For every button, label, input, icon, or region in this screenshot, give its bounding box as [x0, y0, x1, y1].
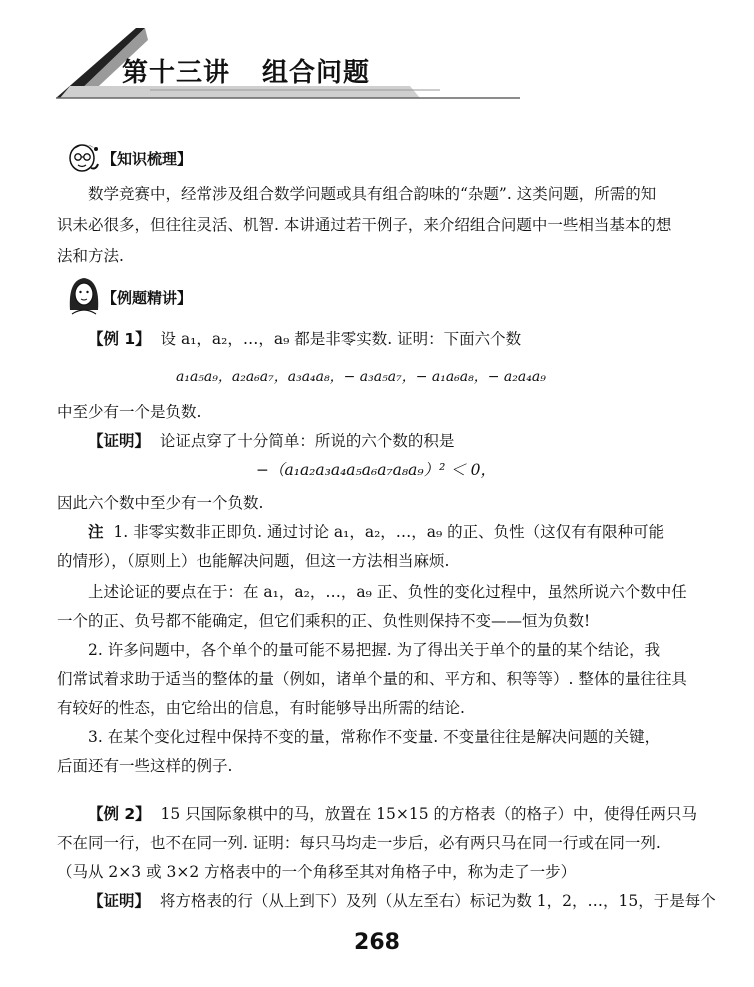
note-line: 们常试着求助于适当的整体的量（例如，诸单个量的和、平方和、积等等）. 整体的量往往具	[57, 670, 687, 688]
teacher-portrait-icon	[64, 272, 104, 320]
note-line: 的情形），（原则上）也能解决问题，但这一方法相当麻烦.	[57, 552, 450, 570]
example-2-statement	[88, 802, 697, 824]
example-1-numbers: a₁a₅a₉，a₂a₆a₇，a₃a₄a₈，− a₃a₅a₇，− a₁a₆a₈，− a₂a₄a₉	[176, 369, 546, 385]
example-2-line: （马从 2×3 或 3×2 方格表中的一个角移至其对角格子中，称为走了一步）	[57, 863, 577, 881]
note-line	[88, 520, 664, 542]
proof-label: 【证明】	[88, 432, 151, 450]
note-label: 注	[88, 523, 104, 541]
note-line: 上述论证的要点在于：在 a₁，a₂，…，a₉ 正、负性的变化过程中，虽然所说六个数中任	[88, 583, 687, 601]
example-1-statement	[88, 327, 521, 349]
example-2-label: 【例 2】	[88, 805, 151, 823]
example-2-line: 15 只国际象棋中的马，放置在 15×15 的方格表（的格子）中，使得任两只马	[160, 805, 697, 823]
example-2-line: 不在同一行，也不在同一列. 证明：每只马均走一步后，必有两只马在同一行或在同一列.	[57, 834, 661, 852]
example-1-proof-line	[88, 429, 454, 451]
thinking-person-icon	[64, 140, 104, 182]
proof-text: 将方格表的行（从上到下）及列（从左至右）标记为数 1，2，…，15，于是每个	[159, 892, 716, 910]
proof-text: 论证点穿了十分简单：所说的六个数的积是	[159, 432, 455, 450]
chapter-topic: 组合问题	[262, 58, 371, 88]
note-line: 3. 在某个变化过程中保持不变的量，常称作不变量. 不变量往往是解决问题的关键，	[88, 728, 661, 746]
chapter-title	[122, 52, 370, 89]
note-line: 有较好的性态，由它给出的信息，有时能够导出所需的结论.	[57, 699, 465, 717]
example-1-after: 因此六个数中至少有一个负数.	[57, 494, 264, 512]
knowledge-heading: 【知识梳理】	[102, 150, 193, 168]
knowledge-line: 识未必很多，但往往灵活、机智. 本讲通过若干例子，来介绍组合问题中一些相当基本的想	[57, 216, 672, 234]
note-text: 1. 非零实数非正即负. 通过讨论 a₁，a₂，…，a₉ 的正、负性（这仅有有限种可能	[113, 523, 665, 541]
example-2-proof-line	[88, 889, 716, 911]
example-1-conclusion: 中至少有一个是负数.	[57, 403, 202, 421]
example-1-formula: −（a₁a₂a₃a₄a₅a₆a₇a₈a₉）² ＜ 0，	[256, 461, 497, 479]
knowledge-line: 数学竞赛中，经常涉及组合数学问题或具有组合韵味的“杂题”. 这类问题，所需的知	[88, 185, 657, 203]
example-1-text: 设 a₁，a₂，…，a₉ 都是非零实数. 证明：下面六个数	[160, 330, 522, 348]
page-number: 268	[354, 930, 400, 955]
chapter-number: 第十三讲	[122, 58, 231, 88]
examples-heading: 【例题精讲】	[102, 289, 193, 307]
note-line: 2. 许多问题中，各个单个的量可能不易把握. 为了得出关于单个的量的某个结论，我	[88, 641, 661, 659]
knowledge-line: 法和方法.	[57, 247, 124, 265]
note-line: 后面还有一些这样的例子.	[57, 757, 233, 775]
proof-label: 【证明】	[88, 892, 151, 910]
chapter-title-banner	[0, 0, 754, 110]
example-1-label: 【例 1】	[88, 330, 151, 348]
note-line: 一个的正、负号都不能确定，但它们乘积的正、负性则保持不变——恒为负数!	[57, 612, 591, 630]
